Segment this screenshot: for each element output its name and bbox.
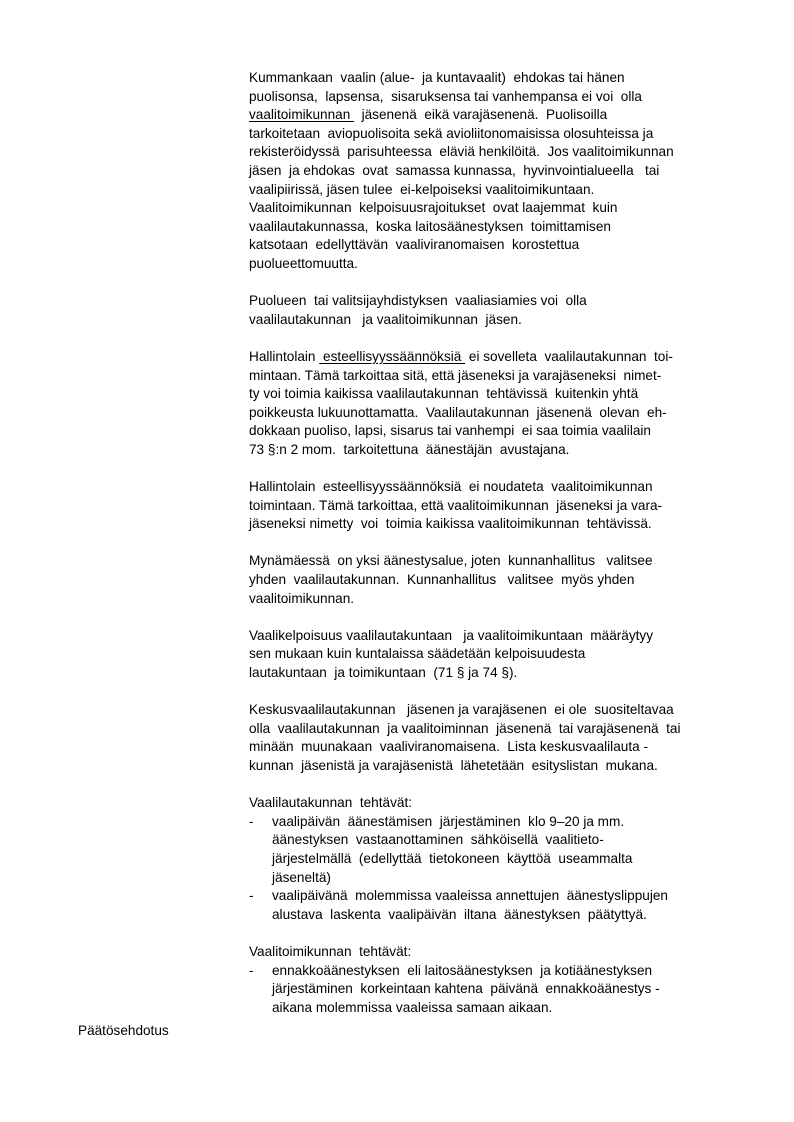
paragraph-eligibility [249, 627, 749, 683]
text-line: rekisteröidyssä parisuhteessa eläviä henkilöitä. Jos vaalitoimikunnan [249, 144, 674, 160]
text-line: vaalipäivänä molemmissa vaaleissa annettujen äänestyslippujen [272, 888, 668, 904]
text-line: Keskusvaalilautakunnan jäsenen ja varajäsenen ei ole suositeltavaa [249, 702, 674, 718]
text-line [249, 348, 749, 367]
text-line: Vaalitoimikunnan kelpoisuusrajoitukset ovat laajemmat kuin [249, 200, 618, 216]
text-line: Vaalikelpoisuus vaalilautakuntaan ja vaalitoimikuntaan määräytyy [249, 627, 654, 643]
text-segment: ei sovelleta vaalilautakunnan toi- [465, 348, 673, 364]
text-line: puolisonsa, lapsensa, sisaruksensa tai vanhempansa ei voi olla [249, 88, 642, 104]
paragraph-central-board [249, 701, 749, 775]
text-line: katsotaan edellyttävän vaaliviranomaisen korostettua [249, 237, 580, 253]
text-line: puolueettomuutta. [249, 255, 358, 271]
dash-bullet: - [249, 813, 254, 829]
text-line: vaalipäivän äänestämisen järjestäminen klo 9–20 ja mm. [272, 813, 625, 829]
text-line: jäsen ja ehdokas ovat samassa kunnassa, hyvinvointialueella tai [249, 162, 660, 178]
text-line: aikana molemmissa vaaleissa samaan aikaan. [272, 999, 553, 1015]
paragraph-disqualification-board [249, 348, 749, 460]
text-line: vaalipiirissä, jäsen tulee ei-kelpoiseksi vaalitoimikuntaan. [249, 181, 595, 197]
underlined-term-esteellisyyssaannoksia: esteellisyyssäännöksiä [319, 348, 466, 364]
text-line: toimintaan. Tämä tarkoittaa, että vaalitoimikunnan jäseneksi ja vara- [249, 497, 663, 513]
section-heading-paatosehdotus: Päätösehdotus [78, 1023, 169, 1038]
list-item [249, 887, 749, 924]
text-line: tarkoitetaan aviopuolisoita sekä avioliitonomaisissa olosuhteissa ja [249, 125, 654, 141]
text-line: Puolueen tai valitsijayhdistyksen vaaliasiamies voi olla [249, 293, 587, 309]
text-line: jäseneltä) [272, 869, 331, 885]
paragraph-candidate-relatives [249, 69, 749, 274]
dash-bullet: - [249, 962, 254, 978]
task-list-election-board [249, 794, 749, 924]
text-line: Hallintolain esteellisyyssäännöksiä ei noudateta vaalitoimikunnan [249, 479, 653, 495]
underlined-term-vaalitoimikunnan: vaalitoimikunnan [249, 107, 355, 123]
text-segment: jäsenenä eikä varajäsenenä. Puolisoilla [354, 107, 608, 123]
text-line: vaalitoimikunnan. [249, 590, 355, 606]
document-body [249, 69, 749, 1036]
text-line: järjestelmällä (edellyttää tietokoneen käyttöä useammalta [272, 850, 633, 866]
dash-bullet: - [249, 888, 254, 904]
text-line: vaalilautakunnan ja vaalitoimikunnan jäsen. [249, 311, 522, 327]
text-line: järjestäminen korkeintaan kahtena päivänä ennakkoäänestys - [272, 981, 660, 997]
text-line: dokkaan puoliso, lapsi, sisarus tai vanhempi ei saa toimia vaalilain [249, 423, 651, 439]
text-segment: Hallintolain [249, 348, 320, 364]
text-line: olla vaalilautakunnan ja vaalitoiminnan jäsenenä tai varajäsenenä tai [249, 720, 681, 736]
paragraph-disqualification-committee [249, 478, 749, 534]
task-list-heading: Vaalitoimikunnan tehtävät: [249, 943, 412, 959]
text-line: äänestyksen vastaanottaminen sähköisellä vaalitieto- [272, 832, 604, 848]
text-line: ty voi toimia kaikissa vaalilautakunnan tehtävissä kuitenkin yhtä [249, 386, 639, 402]
text-line [249, 106, 749, 125]
text-line: yhden vaalilautakunnan. Kunnanhallitus valitsee myös yhden [249, 572, 635, 588]
text-line: 73 §:n 2 mom. tarkoitettuna äänestäjän avustajana. [249, 441, 570, 457]
text-line: vaalilautakunnassa, koska laitosäänestyksen toimittamisen [249, 218, 611, 234]
text-line: jäseneksi nimetty voi toimia kaikissa vaalitoimikunnan tehtävissä. [249, 516, 652, 532]
text-line: kunnan jäsenistä ja varajäsenistä lähetetään esityslistan mukana. [249, 757, 658, 773]
text-line: mintaan. Tämä tarkoittaa sitä, että jäseneksi ja varajäseneksi nimet- [249, 367, 662, 383]
list-item [249, 962, 749, 1018]
text-line: Mynämäessä on yksi äänestysalue, joten kunnanhallitus valitsee [249, 553, 653, 569]
text-line: lautakuntaan ja toimikuntaan (71 § ja 74 §). [249, 665, 518, 680]
paragraph-voting-district [249, 552, 749, 608]
text-line: Kummankaan vaalin (alue- ja kuntavaalit) ehdokas tai hänen [249, 70, 625, 85]
task-list-election-committee [249, 943, 749, 1017]
text-line: sen mukaan kuin kuntalaissa säädetään kelpoisuudesta [249, 646, 586, 662]
text-line: poikkeusta lukuunottamatta. Vaalilautakunnan jäsenenä olevan eh- [249, 404, 667, 420]
task-list-heading: Vaalilautakunnan tehtävät: [249, 795, 412, 811]
text-line: minään muunakaan vaaliviranomaisena. Lista keskusvaalilauta - [249, 739, 648, 755]
list-item [249, 813, 749, 887]
text-line: alustava laskenta vaalipäivän iltana äänestyksen päätyttyä. [272, 906, 647, 922]
text-line: ennakkoäänestyksen eli laitosäänestyksen ja kotiäänestyksen [272, 962, 653, 978]
paragraph-election-agent [249, 292, 749, 329]
